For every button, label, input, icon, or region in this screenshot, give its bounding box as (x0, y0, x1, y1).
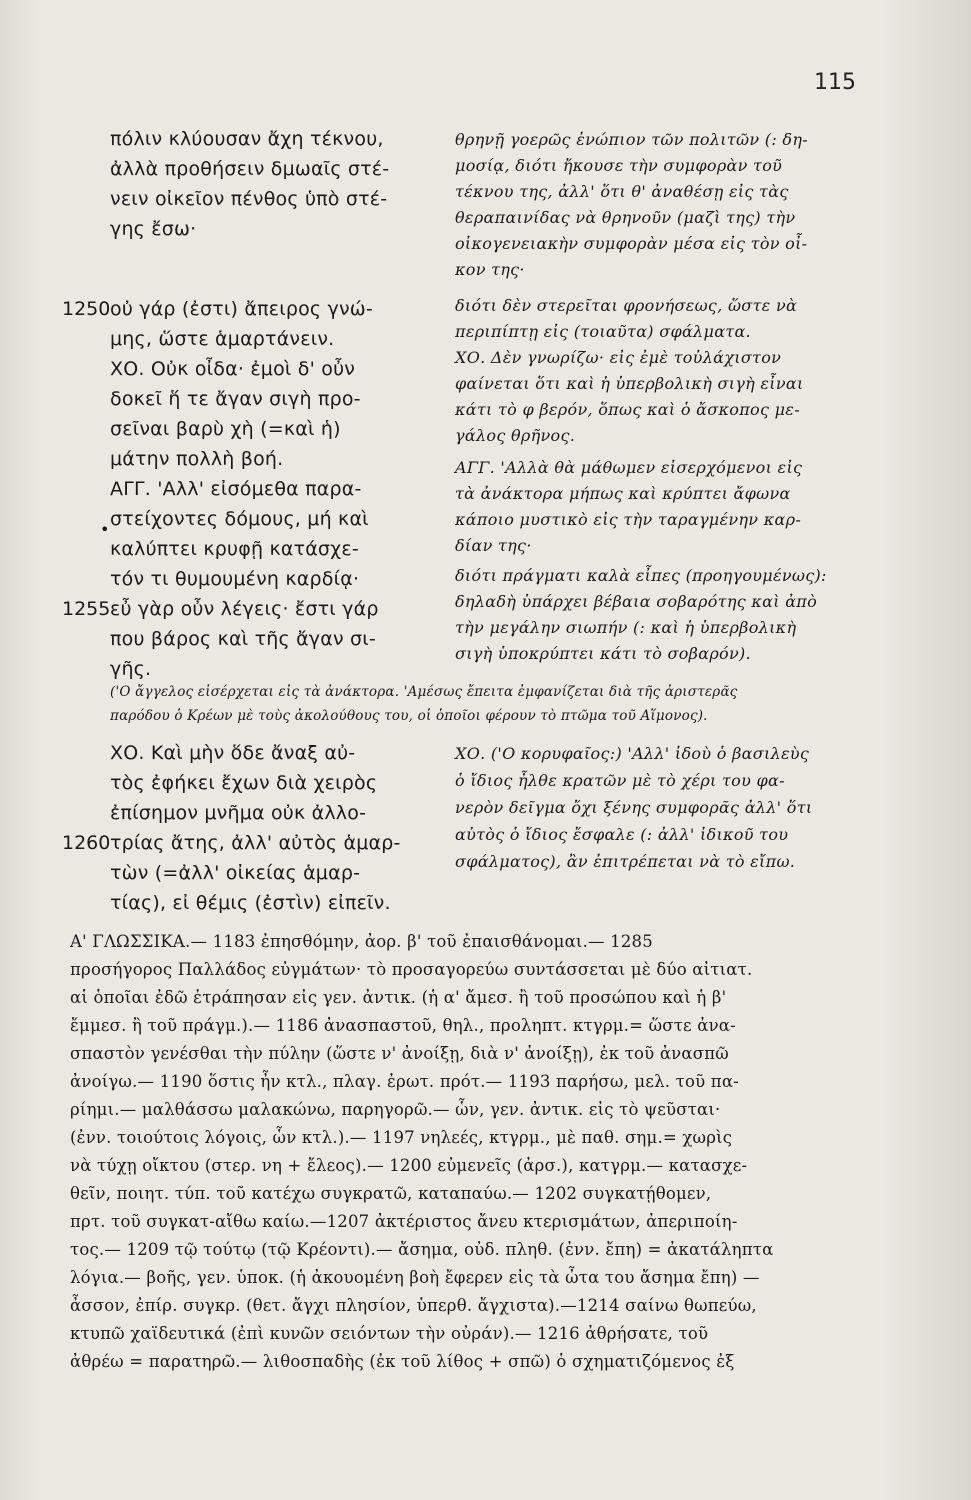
greek-line: γῆς. (110, 658, 152, 680)
greek-line: στείχοντες δόμους, μή καὶ (110, 508, 369, 530)
page-number: 115 (814, 70, 856, 95)
line-number: 1260 (62, 832, 111, 854)
glossary-line: αἱ ὁποῖαι ἐδῶ ἐτράπησαν εἰς γεν. ἀντικ. (ἡ α' ἄμεσ. ἢ τοῦ προσώπου καὶ ἡ β' (70, 988, 727, 1007)
greek-line: ΧΟ. Καὶ μὴν ὅδε ἄναξ αὐ- (110, 742, 356, 764)
greek-line: τὼν (=ἀλλ' οἰκείας ἁμαρ- (110, 862, 361, 884)
greek-line: εὖ γὰρ οὖν λέγεις· ἔστι γάρ (110, 598, 379, 620)
translation-line: αὐτὸς ὁ ἴδιος ἔσφαλε (: ἀλλ' ἰδικοῦ του (455, 825, 789, 844)
translation-line: κον της· (455, 260, 525, 279)
translation-line: οἰκογενειακὴν συμφορὰν μέσα εἰς τὸν οἶ- (455, 234, 808, 253)
greek-line: τὸς ἐφήκει ἔχων διὰ χειρὸς (110, 772, 378, 794)
greek-line: πόλιν κλύουσαν ἄχη τέκνου, (110, 128, 384, 150)
translation-line: ΑΓΓ. 'Αλλὰ θὰ μάθωμεν εἰσερχόμενοι εἰς (455, 458, 803, 477)
glossary-line: ἆσσον, ἐπίρ. συγκρ. (θετ. ἄγχι πλησίον, ὑπερθ. ἄγχιστα).—1214 σαίνω θωπεύω, (70, 1296, 757, 1315)
translation-line: δίαν της· (455, 536, 532, 555)
glossary-line: σπαστὸν γενέσθαι τὴν πύλην (ὥστε ν' ἀνοίξῃ, διὰ ν' ἀνοίξῃ), ἐκ τοῦ ἀνασπῶ (70, 1044, 729, 1063)
translation-line: τὰ ἀνάκτορα μήπως καὶ κρύπτει ἄφωνα (455, 484, 791, 503)
greek-line: μάτην πολλὴ βοή. (110, 448, 284, 470)
greek-line: νειν οἰκεῖον πένθος ὑπὸ στέ- (110, 188, 388, 210)
greek-line: τόν τι θυμουμένη καρδίᾳ· (110, 568, 360, 590)
glossary-line: τος.— 1209 τῷ τούτῳ (τῷ Κρέοντι).— ἄσημα, οὐδ. πληθ. (ἐνν. ἔπη) = ἀκατάληπτα (70, 1240, 774, 1259)
translation-line: ὁ ἴδιος ἦλθε κρατῶν μὲ τὸ χέρι του φα- (455, 771, 785, 790)
translation-line: ΧΟ. Δὲν γνωρίζω· εἰς ἐμὲ τοὐλάχιστον (455, 348, 782, 367)
glossary-line: ρίημι.— μαλθάσσω μαλακώνω, παρηγορῶ.— ὧν, γεν. ἀντικ. εἰς τὸ ψεῦσται· (70, 1100, 721, 1119)
glossary-line: ἀνοίγω.— 1190 ὅστις ἦν κτλ., πλαγ. ἐρωτ. πρότ.— 1193 παρήσω, μελ. τοῦ πα- (70, 1072, 739, 1091)
glossary-line: κτυπῶ χαϊδευτικά (ἐπὶ κυνῶν σειόντων τὴν οὐράν).— 1216 ἀθρήσατε, τοῦ (70, 1324, 709, 1343)
greek-line: καλύπτει κρυφῇ κατάσχε- (110, 538, 359, 560)
translation-line: μοσίᾳ, διότι ἤκουσε τὴν συμφορὰν τοῦ (455, 156, 783, 175)
stage-direction-line: ('Ο ἄγγελος εἰσέρχεται εἰς τὰ ἀνάκτορα. 'Αμέσως ἔπειτα ἐμφανίζεται διὰ τῆς ἀριστερᾶς (110, 684, 738, 700)
glossary-line: ἀθρέω = παρατηρῶ.— λιθοσπαδὴς (ἐκ τοῦ λίθος + σπῶ) ὁ σχηματιζόμενος ἐξ (70, 1352, 735, 1371)
greek-line: ἀλλὰ προθήσειν δμωαῖς στέ- (110, 158, 390, 180)
translation-line: κάποιο μυστικὸ εἰς τὴν ταραγμένην καρ- (455, 510, 802, 529)
greek-line: γης ἔσω· (110, 218, 197, 240)
greek-line: ἐπίσημον μνῆμα οὐκ ἀλλο- (110, 802, 367, 824)
glossary-line: νὰ τύχῃ οἴκτου (στερ. νη + ἔλεος).— 1200 εὐμενεῖς (ἀρσ.), κατγρμ.— κατασχε- (70, 1156, 748, 1175)
translation-line: νερὸν δεῖγμα ὄχι ξένης συμφορᾶς ἀλλ' ὅτι (455, 798, 813, 817)
translation-line: τέκνου της, ἀλλ' ὅτι θ' ἀναθέσῃ εἰς τὰς (455, 182, 789, 201)
translation-line: τὴν μεγάλην σιωπήν (: καὶ ἡ ὑπερβολικὴ (455, 618, 797, 637)
greek-line: που βάρος καὶ τῆς ἄγαν σι- (110, 628, 376, 650)
translation-line: φαίνεται ὅτι καὶ ἡ ὑπερβολικὴ σιγὴ εἶναι (455, 374, 804, 393)
glossary-line: λόγια.— βοῆς, γεν. ὑποκ. (ἡ ἀκουομένη βοὴ ἔφερεν εἰς τὰ ὦτα του ἄσημα ἔπη) — (70, 1268, 760, 1287)
glossary-line: θεῖν, ποιητ. τύπ. τοῦ κατέχω συγκρατῶ, καταπαύω.— 1202 συγκατῄθομεν, (70, 1184, 712, 1203)
margin-bullet: • (100, 520, 110, 539)
line-number: 1250 (62, 298, 111, 320)
glossary-line: προσήγορος Παλλάδος εὐγμάτων· τὸ προσαγορεύω συντάσσεται μὲ δύο αἰτιατ. (70, 960, 753, 979)
greek-line: σεῖναι βαρὺ χὴ (=καὶ ἡ) (110, 418, 341, 440)
translation-line: σιγὴ ὑποκρύπτει κάτι τὸ σοβαρόν). (455, 644, 751, 663)
greek-line: μης, ὥστε ἁμαρτάνειν. (110, 328, 335, 350)
translation-line: διότι δὲν στερεῖται φρονήσεως, ὥστε νὰ (455, 296, 798, 315)
line-number: 1255 (62, 598, 111, 620)
translation-line: περιπίπτῃ εἰς (τοιαῦτα) σφάλματα. (455, 322, 751, 341)
translation-line: ΧΟ. ('Ο κορυφαῖος:) 'Αλλ' ἰδοὺ ὁ βασιλεὺς (455, 744, 810, 763)
translation-line: σφάλματος), ἂν ἐπιτρέπεται νὰ τὸ εἴπω. (455, 852, 796, 871)
glossary-line: ἔμμεσ. ἢ τοῦ πράγμ.).— 1186 ἀνασπαστοῦ, θηλ., προληπτ. κτγρμ.= ὥστε ἀνα- (70, 1016, 736, 1035)
greek-line: τρίας ἄτης, ἀλλ' αὐτὸς ἁμαρ- (110, 832, 401, 854)
translation-line: θρηνῇ γοερῶς ἐνώπιον τῶν πολιτῶν (: δη- (455, 130, 808, 149)
greek-line: ΧΟ. Οὐκ οἶδα· ἐμοὶ δ' οὖν (110, 358, 356, 380)
translation-line: θεραπαινίδας νὰ θρηνοῦν (μαζὶ της) τὴν (455, 208, 796, 227)
stage-direction-line: παρόδου ὁ Κρέων μὲ τοὺς ἀκολούθους του, οἱ ὁποῖοι φέρουν τὸ πτῶμα τοῦ Αἵμονος). (110, 708, 708, 724)
translation-line: γάλος θρῆνος. (455, 426, 576, 445)
translation-line: διότι πράγματι καλὰ εἶπες (προηγουμένως): (455, 566, 827, 585)
greek-line: τίας), εἰ θέμις (ἐστὶν) εἰπεῖν. (110, 892, 391, 914)
translation-line: δηλαδὴ ὑπάρχει βέβαια σοβαρότης καὶ ἀπὸ (455, 592, 818, 611)
greek-line: δοκεῖ ἥ τε ἄγαν σιγὴ προ- (110, 388, 361, 410)
greek-line: ΑΓΓ. 'Αλλ' εἰσόμεθα παρα- (110, 478, 362, 500)
glossary-line: (ἐνν. τοιούτοις λόγοις, ὧν κτλ.).— 1197 νηλεές, κτγρμ., μὲ παθ. σημ.= χωρὶς (70, 1128, 733, 1147)
glossary-line: Α' ΓΛΩΣΣΙΚΑ.— 1183 ἐπησθόμην, ἀορ. β' τοῦ ἐπαισθάνομαι.— 1285 (70, 932, 653, 951)
translation-line: κάτι τὸ φ βερόν, ὅπως καὶ ὁ ἄσκοπος με- (455, 400, 800, 419)
glossary-line: πρτ. τοῦ συγκατ-αἴθω καίω.—1207 ἀκτέριστος ἄνευ κτερισμάτων, ἀπεριποίη- (70, 1212, 738, 1231)
greek-line: οὐ γάρ (ἐστι) ἄπειρος γνώ- (110, 298, 373, 320)
